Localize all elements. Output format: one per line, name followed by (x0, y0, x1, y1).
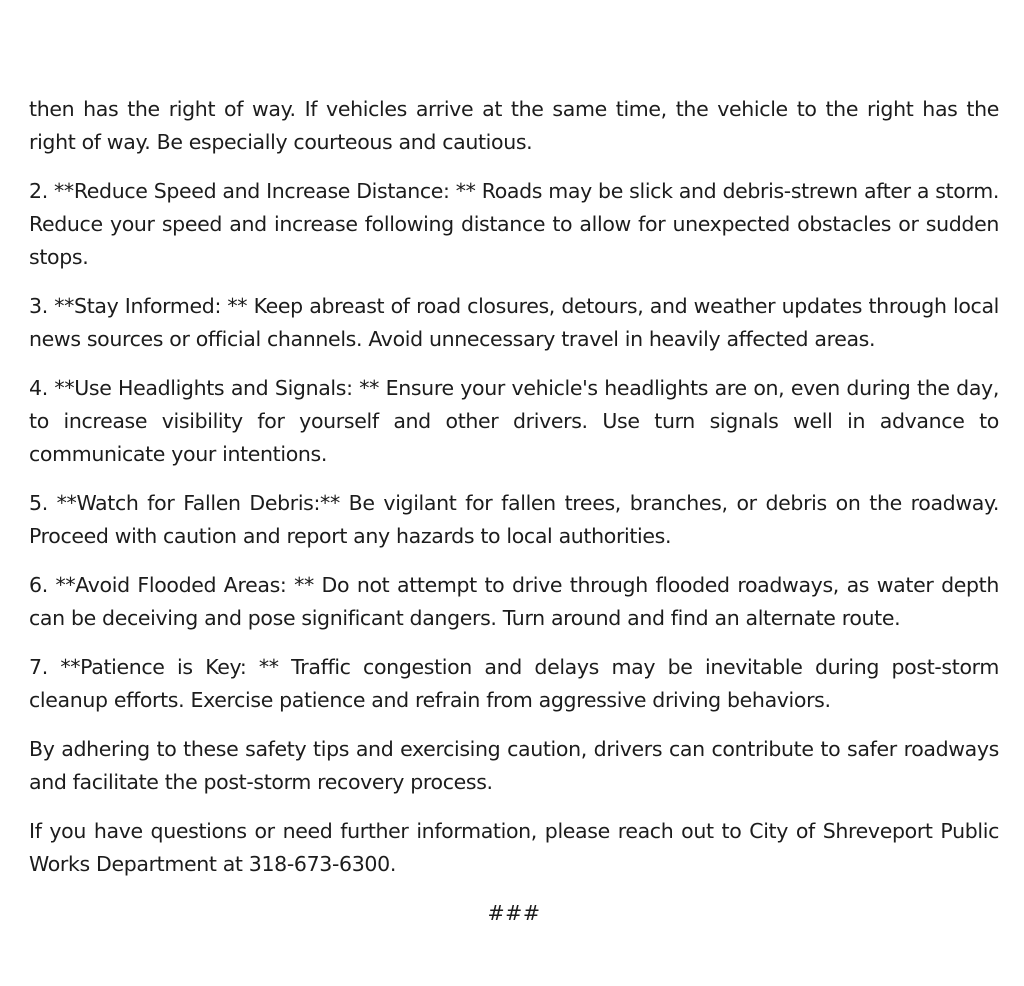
tip-headlights-signals: 4. **Use Headlights and Signals: ** Ensure your vehicle's headlights are on, even during the day, to increase visibility for yourself and other drivers. Use turn signals well in advance to communicate your intentions. (29, 376, 999, 466)
closing-paragraph: By adhering to these safety tips and exercising caution, drivers can contribute to safer roadways and facilitate the post-storm recovery process. (29, 737, 999, 794)
paragraph-continuation: then has the right of way. If vehicles arrive at the same time, the vehicle to the right has the right of way. Be especially courteous and cautious. (29, 97, 999, 154)
contact-paragraph: If you have questions or need further information, please reach out to City of Shreveport Public Works Department at 318-673-6300. (29, 819, 999, 876)
document-page (29, 93, 999, 930)
tip-patience: 7. **Patience is Key: ** Traffic congestion and delays may be inevitable during post-storm cleanup efforts. Exercise patience and refrain from aggressive driving behaviors. (29, 655, 999, 712)
end-mark: ### (487, 901, 541, 925)
tip-flooded-areas: 6. **Avoid Flooded Areas: ** Do not attempt to drive through flooded roadways, as water depth can be deceiving and pose significant dangers. Turn around and find an alternate route. (29, 573, 999, 630)
tip-fallen-debris: 5. **Watch for Fallen Debris:** Be vigilant for fallen trees, branches, or debris on the roadway. Proceed with caution and report any hazards to local authorities. (29, 491, 999, 548)
tip-stay-informed: 3. **Stay Informed: ** Keep abreast of road closures, detours, and weather updates through local news sources or official channels. Avoid unnecessary travel in heavily affected areas. (29, 294, 999, 351)
tip-reduce-speed: 2. **Reduce Speed and Increase Distance: ** Roads may be slick and debris-strewn after a storm. Reduce your speed and increase following distance to allow for unexpected obstacles or sudden stops. (29, 179, 999, 269)
